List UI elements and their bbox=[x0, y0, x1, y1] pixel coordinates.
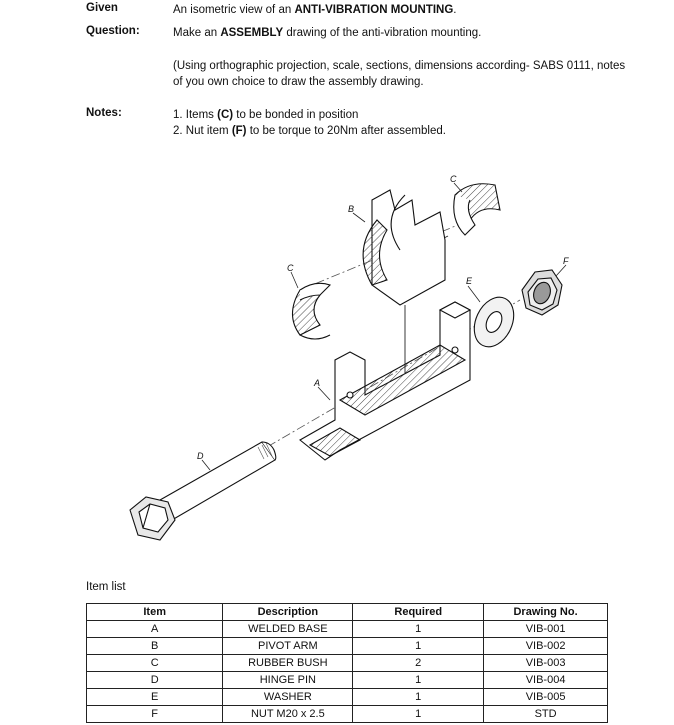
table-cell: PIVOT ARM bbox=[223, 638, 353, 655]
instructions-line-2: of you own choice to draw the assembly drawing. bbox=[173, 76, 424, 88]
table-cell: WASHER bbox=[223, 689, 353, 706]
table-cell: C bbox=[87, 655, 223, 672]
table-cell: NUT M20 x 2.5 bbox=[223, 706, 353, 723]
table-cell: WELDED BASE bbox=[223, 621, 353, 638]
rubber-bush-c-right bbox=[454, 184, 500, 235]
table-row bbox=[87, 689, 608, 706]
welded-base-a bbox=[300, 302, 470, 460]
table-cell: RUBBER BUSH bbox=[223, 655, 353, 672]
table-cell: E bbox=[87, 689, 223, 706]
table-header-row bbox=[87, 604, 608, 621]
nut-f bbox=[522, 270, 562, 315]
column-header: Item bbox=[87, 604, 223, 621]
pivot-arm-b bbox=[363, 190, 445, 305]
column-header: Drawing No. bbox=[484, 604, 608, 621]
table-cell: VIB-002 bbox=[484, 638, 608, 655]
note-2: 2. Nut item (F) to be torque to 20Nm after assembled. bbox=[173, 125, 446, 137]
table-cell: VIB-004 bbox=[484, 672, 608, 689]
table-cell: HINGE PIN bbox=[223, 672, 353, 689]
label-b: B bbox=[348, 204, 355, 214]
question-text: Make an ASSEMBLY drawing of the anti-vibration mounting. bbox=[173, 27, 482, 39]
table-cell: 1 bbox=[353, 689, 484, 706]
table-cell: 1 bbox=[353, 621, 484, 638]
given-text: An isometric view of an ANTI-VIBRATION MOUNTING. bbox=[173, 4, 457, 16]
table-cell: B bbox=[87, 638, 223, 655]
table-cell: A bbox=[87, 621, 223, 638]
instructions-line-1: (Using orthographic projection, scale, sections, dimensions according- SABS 0111, notes bbox=[173, 60, 626, 72]
question-label: Question: bbox=[86, 25, 140, 37]
table-cell: D bbox=[87, 672, 223, 689]
label-d: D bbox=[197, 451, 204, 461]
item-list-title: Item list bbox=[86, 581, 126, 593]
table-cell: 1 bbox=[353, 638, 484, 655]
item-list-table bbox=[86, 603, 608, 723]
table-row bbox=[87, 706, 608, 723]
label-c-right: C bbox=[450, 174, 457, 184]
table-row bbox=[87, 638, 608, 655]
label-f: F bbox=[563, 256, 569, 266]
column-header: Description bbox=[223, 604, 353, 621]
table-row bbox=[87, 621, 608, 638]
table-cell: VIB-003 bbox=[484, 655, 608, 672]
table-cell: 2 bbox=[353, 655, 484, 672]
washer-e bbox=[467, 291, 522, 353]
table-cell: VIB-001 bbox=[484, 621, 608, 638]
table-cell: 1 bbox=[353, 672, 484, 689]
given-label: Given bbox=[86, 2, 118, 14]
rubber-bush-c-left bbox=[293, 283, 331, 339]
label-a: A bbox=[314, 378, 321, 388]
label-e: E bbox=[466, 276, 473, 286]
table-cell: VIB-005 bbox=[484, 689, 608, 706]
table-cell: 1 bbox=[353, 706, 484, 723]
label-c-left: C bbox=[287, 263, 294, 273]
notes-label: Notes: bbox=[86, 107, 122, 119]
table-cell: F bbox=[87, 706, 223, 723]
table-cell: STD bbox=[484, 706, 608, 723]
column-header: Required bbox=[353, 604, 484, 621]
table-row bbox=[87, 672, 608, 689]
table-row bbox=[87, 655, 608, 672]
note-1: 1. Items (C) to be bonded in position bbox=[173, 109, 359, 121]
